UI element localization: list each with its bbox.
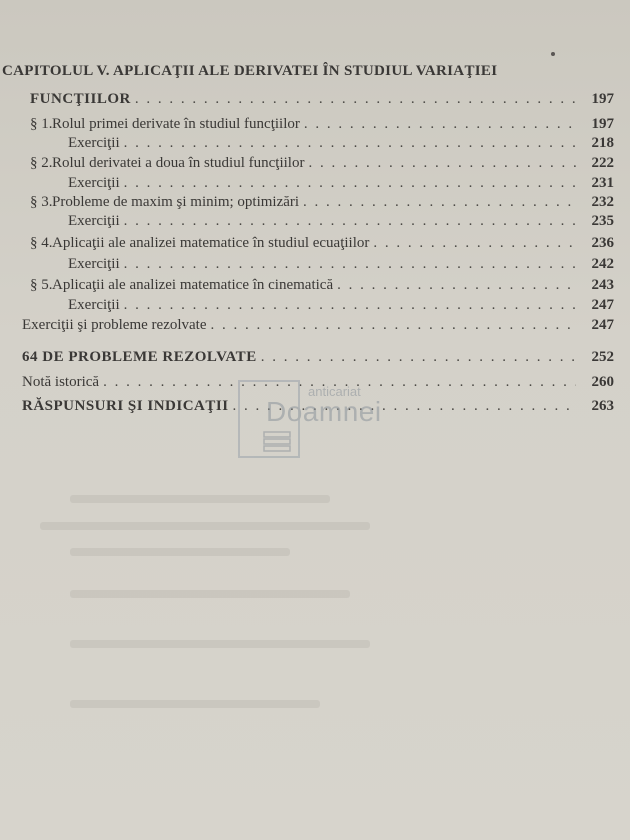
page-number: 232	[591, 194, 614, 210]
toc-entry	[22, 316, 614, 334]
section-title: Exerciţii	[68, 297, 120, 313]
section-title: Probleme de maxim şi minim; optimizări	[52, 194, 300, 210]
section-title: Exerciţii şi probleme rezolvate	[22, 317, 207, 333]
section-number: § 4.	[30, 235, 53, 251]
dot-leader	[135, 90, 576, 108]
page-number: 197	[591, 116, 614, 132]
toc-entry	[68, 134, 614, 152]
page-number: 218	[591, 135, 614, 151]
show-through-text	[70, 548, 290, 556]
section-number: § 2.	[30, 155, 53, 171]
dot-leader	[211, 316, 576, 334]
dot-leader	[124, 212, 576, 230]
chapter-title-continued: FUNCŢIILOR	[30, 91, 131, 107]
toc-entry	[22, 348, 614, 366]
section-title: Exerciţii	[68, 256, 120, 272]
toc-entry	[68, 212, 614, 230]
toc-entry	[68, 174, 614, 192]
page-number: 235	[591, 213, 614, 229]
section-title: Aplicaţii ale analizei matematice în studiul ecuaţiilor	[52, 235, 370, 251]
section-title: Exerciţii	[68, 175, 120, 191]
toc-entry	[68, 296, 614, 314]
dot-leader	[124, 255, 576, 273]
ink-dot	[551, 52, 555, 56]
dot-leader	[124, 296, 576, 314]
section-title: Rolul primei derivate în studiul funcţiilor	[52, 116, 300, 132]
toc-entry	[30, 234, 614, 252]
dot-leader	[308, 154, 576, 172]
dot-leader	[337, 276, 576, 294]
section-title: Aplicaţii ale analizei matematice în cinematică	[52, 277, 334, 293]
dot-leader	[303, 193, 576, 211]
dot-leader	[304, 115, 576, 133]
page-number: 242	[591, 256, 614, 272]
chapter-title-row	[30, 90, 614, 108]
section-title: RĂSPUNSURI ŞI INDICAŢII	[22, 398, 229, 414]
watermark-logo	[238, 380, 408, 460]
dot-leader	[261, 348, 576, 366]
watermark-big-text: Doamnei	[266, 396, 382, 427]
section-number: § 1.	[30, 116, 53, 132]
page-number: 243	[591, 277, 614, 293]
chapter-title: CAPITOLUL V. APLICAŢII ALE DERIVATEI ÎN STUDIUL VARIAŢIEI	[2, 63, 498, 79]
dot-leader	[373, 234, 576, 252]
toc-entry	[68, 255, 614, 273]
show-through-text	[70, 640, 370, 648]
book-stack-icon	[262, 430, 292, 452]
show-through-text	[70, 495, 330, 503]
page-number: 197	[591, 91, 614, 107]
show-through-text	[40, 522, 370, 530]
section-title: Rolul derivatei a doua în studiul funcţiilor	[52, 155, 305, 171]
page-number: 231	[591, 175, 614, 191]
section-title: Exerciţii	[68, 213, 120, 229]
toc-entry	[30, 276, 614, 294]
page-number: 263	[591, 398, 614, 414]
dot-leader	[124, 134, 576, 152]
section-number: § 5.	[30, 277, 53, 293]
toc-entry	[30, 115, 614, 133]
page-number: 247	[591, 317, 614, 333]
page-number: 222	[591, 155, 614, 171]
show-through-text	[70, 590, 350, 598]
section-title: 64 DE PROBLEME REZOLVATE	[22, 349, 257, 365]
section-title: Exerciţii	[68, 135, 120, 151]
page-number: 260	[591, 374, 614, 390]
watermark-small-text: anticariat	[308, 384, 361, 399]
dot-leader	[124, 174, 576, 192]
section-number: § 3.	[30, 194, 53, 210]
page-number: 236	[591, 235, 614, 251]
section-title: Notă istorică	[22, 374, 100, 390]
toc-entry	[30, 154, 614, 172]
toc-entry	[30, 193, 614, 211]
page-number: 252	[591, 349, 614, 365]
show-through-text	[70, 700, 320, 708]
page-number: 247	[591, 297, 614, 313]
